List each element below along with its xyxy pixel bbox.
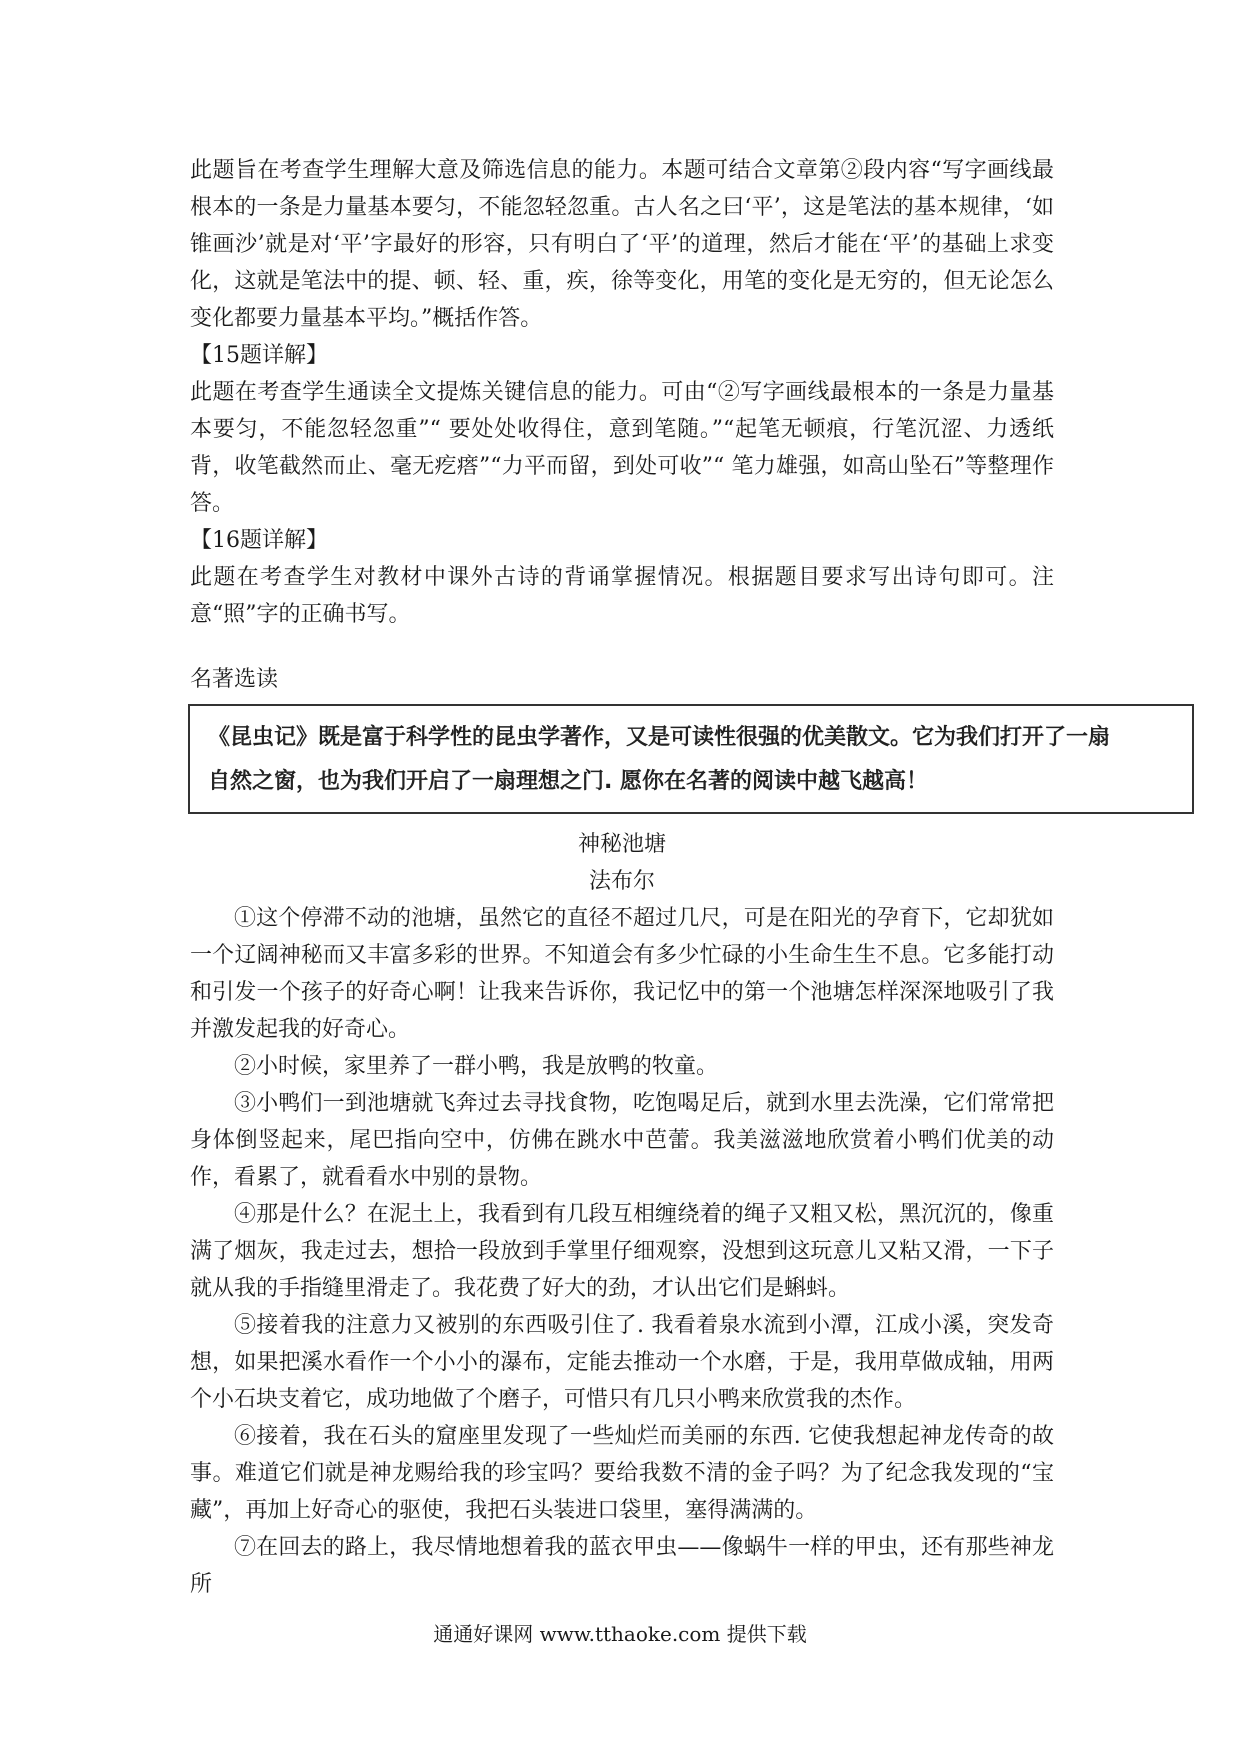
book-intro-box <box>188 704 1194 814</box>
article-author: 法布尔 <box>588 869 655 894</box>
answer-15-explanation: 此题在考查学生通读全文提炼关键信息的能力。可由“②写字画线最根本的一条是力量基本要匀，不能忽轻忽重”“ 要处处收得住，意到笔随。”“起笔无顿痕，行笔沉涩、力透纸背，收笔截然而止、毫无疙瘩”“力平而留，到处可收”“ 笔力雄强，如高山坠石”等整理作答。 <box>190 380 1054 516</box>
article-paragraph: ③小鸭们一到池塘就飞奔过去寻找食物，吃饱喝足后，就到水里去洗澡，它们常常把身体倒竖起来，尾巴指向空中，仿佛在跳水中芭蕾。我美滋滋地欣赏着小鸭们优美的动作，看累了，就看看水中别的景物。 <box>190 1091 1054 1190</box>
article-paragraph: ⑦在回去的路上，我尽情地想着我的蓝衣甲虫——像蜗牛一样的甲虫，还有那些神龙所 <box>190 1535 1054 1597</box>
page-content <box>190 152 1111 1603</box>
article-paragraph: ⑥接着，我在石头的窟座里发现了一些灿烂而美丽的东西. 它使我想起神龙传奇的故事。难道它们就是神龙赐给我的珍宝吗？要给我数不清的金子吗？为了纪念我发现的“宝藏”，再加上好奇心的驱使，我把石头装进口袋里，塞得满满的。 <box>190 1424 1054 1523</box>
answer-16-explanation: 此题在考查学生对教材中课外古诗的背诵掌握情况。根据题目要求写出诗句即可。注意“照”字的正确书写。 <box>190 565 1054 627</box>
article-paragraph: ④那是什么？在泥土上，我看到有几段互相缠绕着的绳子又粗又松，黑沉沉的，像重满了烟灰，我走过去，想拾一段放到手掌里仔细观察，没想到这玩意儿又粘又滑，一下子就从我的手指缝里滑走了。我花费了好大的劲，才认出它们是蝌蚪。 <box>190 1202 1054 1301</box>
article-paragraph: ⑤接着我的注意力又被别的东西吸引住了. 我看着泉水流到小潭，江成小溪，突发奇想，如果把溪水看作一个小小的瀑布，定能去推动一个水磨，于是，我用草做成轴，用两个小石块支着它，成功地做了个磨子，可惜只有几只小鸭来欣赏我的杰作。 <box>190 1313 1054 1412</box>
answer-14-explanation: 此题旨在考查学生理解大意及筛选信息的能力。本题可结合文章第②段内容“写字画线最根本的一条是力量基本要匀，不能忽轻忽重。古人名之曰‘平’，这是笔法的基本规律，‘如锥画沙’就是对‘平’字最好的形容，只有明白了‘平’的道理，然后才能在‘平’的基础上求变化，这就是笔法中的提、顿、轻、重，疾，徐等变化，用笔的变化是无穷的，但无论怎么变化都要力量基本平均。”概括作答。 <box>190 158 1054 331</box>
page-footer: 通通好课网 www.tthaoke.com 提供下载 <box>433 1622 807 1646</box>
book-intro-line-2: 自然之窗，也为我们开启了一扇理想之门. 愿你在名著的阅读中越飞越高！ <box>208 769 929 794</box>
book-intro-line-1: 《昆虫记》既是富于科学性的昆虫学著作，又是可读性很强的优美散文。它为我们打开了一扇 <box>208 725 1111 750</box>
reading-section-label: 名著选读 <box>190 667 279 692</box>
article-paragraph: ②小时候，家里养了一群小鸭，我是放鸭的牧童。 <box>234 1054 719 1079</box>
article-paragraph: ①这个停滞不动的池塘，虽然它的直径不超过几尺，可是在阳光的孕育下，它却犹如一个辽阔神秘而又丰富多彩的世界。不知道会有多少忙碌的小生命生生不息。它多能打动和引发一个孩子的好奇心啊！让我来告诉你，我记忆中的第一个池塘怎样深深地吸引了我并激发起我的好奇心。 <box>190 906 1054 1042</box>
question-15-heading: 【15题详解】 <box>190 343 328 368</box>
article-title: 神秘池塘 <box>577 832 666 857</box>
question-16-heading: 【16题详解】 <box>190 528 328 553</box>
